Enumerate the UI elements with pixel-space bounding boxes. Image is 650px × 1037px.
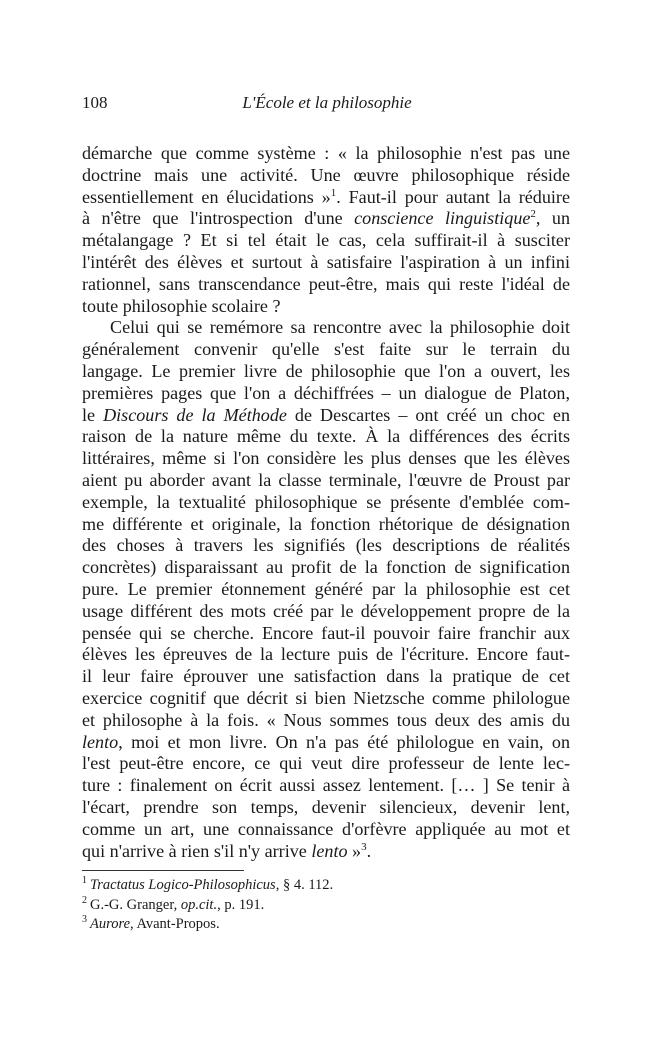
text-run: Celui qui se remémore sa rencontre avec la philosophie doit [110, 317, 570, 338]
text-run: , p. 191. [217, 896, 265, 913]
text-run: des choses à travers les signifiés (les descriptions de réalités [82, 535, 570, 556]
text-run: ture : finalement on écrit aussi assez lentement. [… ] Se tenir à [82, 775, 570, 796]
text-line [82, 644, 570, 666]
text-run: l'écart, prendre son temps, devenir silencieux, devenir lent, [82, 796, 570, 817]
footnote-number: 2 [82, 894, 87, 906]
text-line [82, 165, 570, 187]
text-run: l'intérêt des élèves et surtout à satisfaire l'aspiration à un infini [82, 251, 570, 272]
body-text [82, 143, 570, 862]
footnote-number: 3 [82, 914, 87, 926]
text-line [82, 732, 570, 754]
text-line [82, 666, 570, 688]
text-line [82, 710, 570, 732]
text-run: doctrine mais une activité. Une œuvre philosophique réside [82, 164, 570, 185]
text-line [82, 819, 570, 841]
text-line [82, 579, 570, 601]
text-line [82, 208, 570, 230]
footnote [82, 896, 333, 916]
italic-text: op.cit. [180, 896, 218, 913]
text-run: toute philosophie scolaire ? [82, 295, 281, 316]
text-line [82, 296, 570, 318]
text-run: démarche que comme système : « la philosophie n'est pas une [82, 143, 570, 163]
text-run: de Descartes – ont créé un choc en [286, 404, 570, 425]
text-run: , moi et mon livre. On n'a pas été philologue en vain, on [118, 731, 570, 752]
running-title: L'École et la philosophie [242, 93, 412, 112]
footnote-reference: 1 [330, 186, 337, 199]
text-line [82, 143, 570, 165]
text-run: pure. Le premier étonnement généré par la philosophie est cet [82, 578, 570, 599]
text-run: comme un art, une connaissance d'orfèvre appliquée au mot et [82, 818, 570, 839]
text-run: , un [535, 208, 570, 229]
text-run: et philosophe à la fois. « Nous sommes tous deux des amis du [82, 709, 570, 730]
text-run: concrètes) disparaissant au profit de la fonction de signification [82, 557, 570, 578]
text-run: premières pages que l'on a déchiffrées – un dialogue de Platon, [82, 382, 570, 403]
footnote-reference: 2 [530, 208, 536, 221]
text-line [82, 797, 570, 819]
page-number: 108 [82, 93, 108, 112]
italic-text: lento [82, 731, 119, 752]
text-run: pensée qui se cherche. Encore faut-il pouvoir faire franchir aux [82, 622, 570, 643]
footnotes [82, 876, 333, 935]
text-run: qui n'arrive à rien s'il n'y arrive [82, 840, 312, 861]
text-run: le [82, 404, 104, 425]
text-line [82, 187, 570, 209]
text-run: aient pu aborder avant la classe terminale, l'œuvre de Proust par [82, 469, 570, 490]
text-run: littéraires, même si l'on considère les plus denses que les élèves [82, 448, 570, 469]
footnote [82, 876, 333, 896]
text-run: usage différent des mots créé par le développement propre de la [82, 600, 570, 621]
text-run: essentiellement en élucidations » [82, 186, 331, 207]
text-line [82, 426, 570, 448]
text-line [82, 775, 570, 797]
text-run: . Faut-il pour autant la réduire [336, 186, 570, 207]
text-run: exemple, la textualité philosophique se présente d'emblée com- [82, 491, 570, 512]
footnote-separator [82, 870, 244, 871]
italic-text: Discours de la Méthode [103, 404, 287, 425]
text-line [82, 688, 570, 710]
text-line [82, 383, 570, 405]
text-run: l'est peut-être encore, ce qui veut dire professeur de lente lec- [82, 753, 570, 774]
text-line [82, 753, 570, 775]
text-run: . [366, 840, 372, 861]
text-run: à n'être que l'introspection d'une [82, 208, 355, 229]
text-line [82, 557, 570, 579]
text-line [82, 274, 570, 296]
text-line [82, 601, 570, 623]
text-run: rationnel, sans transcendance peut-être, mais qui reste l'idéal de [82, 273, 570, 294]
text-run: , § 4. 112. [275, 877, 334, 893]
text-run: langage. Le premier livre de philosophie que l'on a ouvert, les [82, 360, 570, 381]
text-run: » [347, 840, 362, 861]
text-run: , Avant-Propos. [130, 916, 220, 932]
text-line [82, 448, 570, 470]
text-line [82, 405, 570, 427]
footnote-reference: 3 [361, 840, 367, 853]
text-run: généralement convenir qu'elle s'est faite sur le terrain du [82, 339, 570, 360]
text-line [82, 623, 570, 645]
italic-text: conscience linguistique [354, 208, 531, 229]
text-run: me différente et originale, la fonction rhétorique de désignation [82, 513, 570, 534]
text-line [82, 492, 570, 514]
text-run: raison de la nature même du texte. À la différences des écrits [82, 426, 570, 447]
italic-text: Tractatus Logico-Philosophicus [90, 877, 276, 893]
text-line [82, 230, 570, 252]
text-line [82, 317, 570, 339]
footnote [82, 915, 333, 935]
text-run: élèves les épreuves de la lecture puis de l'écriture. Encore faut- [82, 644, 570, 665]
text-run: il leur faire éprouver une satisfaction dans la pratique de cet [82, 666, 570, 687]
italic-text: Aurore [90, 916, 131, 932]
text-line [82, 514, 570, 536]
text-line [82, 361, 570, 383]
footnote-number: 1 [82, 875, 87, 887]
text-run: métalangage ? Et si tel était le cas, cela suffirait-il à susciter [82, 230, 570, 251]
page-header [82, 93, 572, 117]
italic-text: lento [311, 840, 348, 861]
text-line [82, 841, 570, 863]
text-line [82, 470, 570, 492]
text-line [82, 339, 570, 361]
text-line [82, 535, 570, 557]
text-run: G.-G. Granger, [90, 896, 181, 913]
text-line [82, 252, 570, 274]
text-run: exercice cognitif que décrit si bien Nietzsche comme philologue [82, 687, 570, 708]
